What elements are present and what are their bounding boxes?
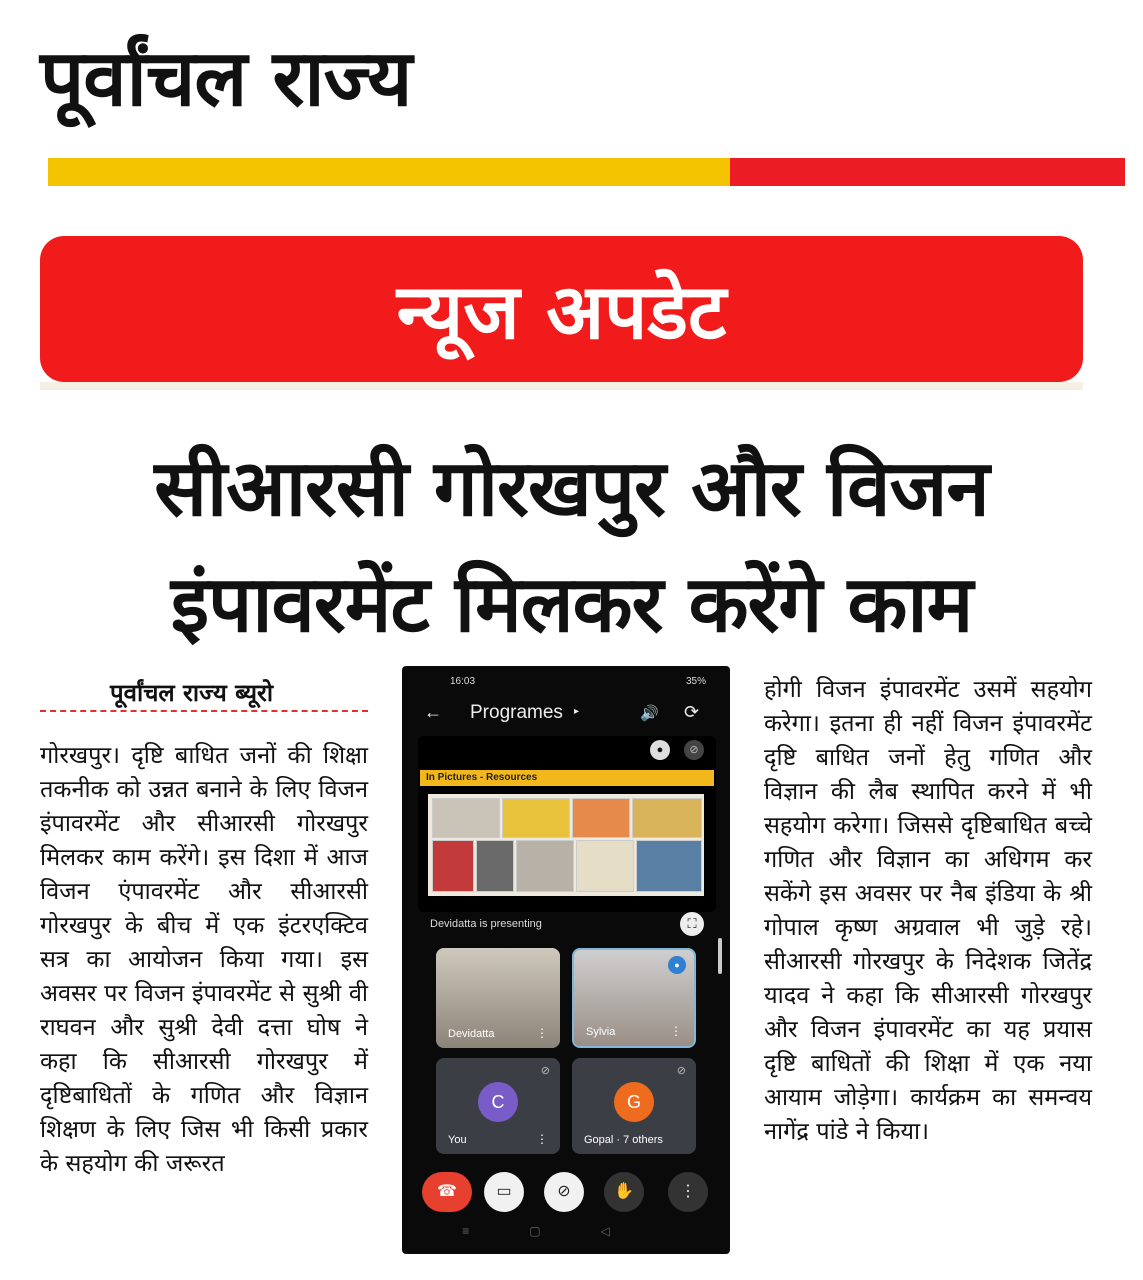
mic-off-icon: ⊘: [540, 1065, 550, 1077]
mute-icon[interactable]: ⊘: [684, 740, 704, 760]
slide-title: In Pictures - Resources: [420, 770, 714, 786]
avatar: G: [614, 1082, 654, 1122]
end-call-button[interactable]: ☎: [422, 1172, 472, 1212]
masthead-bar-yellow: [48, 158, 730, 186]
chevron-right-icon: ▸: [574, 706, 580, 717]
camera-off-button[interactable]: ▭: [484, 1172, 524, 1212]
avatar: C: [478, 1082, 518, 1122]
banner-shadow-strip: [40, 382, 1083, 390]
participant-name: Sylvia: [586, 1026, 616, 1038]
headline-line-2: इंपावरमेंट मिलकर करेंगे काम: [170, 560, 973, 650]
collage-photo: [502, 798, 570, 838]
participant-tile[interactable]: [436, 1058, 560, 1154]
presenting-label: Devidatta is presenting: [430, 918, 542, 930]
more-options-icon[interactable]: ⋮: [670, 1024, 682, 1038]
participant-tile[interactable]: [572, 1058, 696, 1154]
back-arrow-icon[interactable]: ←: [424, 702, 442, 722]
participant-tile-active[interactable]: [572, 948, 696, 1048]
status-time: 16:03: [450, 676, 476, 687]
article-text-left: गोरखपुर। दृष्टि बाधित जनों की शिक्षा तकनीक को उन्नत बनाने के लिए विजन इंपावरमेंट और सीआरसी गोरखपुर मिलकर काम करेंगे। इस दिशा में आज विजन एंपावरमेंट और सीआरसी गोरखपुर के बीच में एक इंटरएक्टिव सत्र का आयोजन किया गया। इस अवसर पर विजन इंपावरमेंट से सुश्री वी राघवन और सुश्री देवी दत्ता घोष ने कहा कि सीआरसी गोरखपुर में दृष्टिबाधितों के गणित और विज्ञान शिक्षण के लिए जिस भी किसी प्रकार के सहयोग की जरूरत: [40, 741, 368, 1177]
meeting-screenshot: [402, 666, 730, 1254]
news-update-banner: [40, 236, 1083, 382]
meeting-title[interactable]: Programes: [470, 702, 563, 723]
banner-label: न्यूज अपडेट: [396, 266, 727, 356]
participant-name: Gopal · 7 others: [584, 1134, 663, 1146]
more-options-icon[interactable]: ⋮: [536, 1132, 548, 1146]
more-button[interactable]: ⋮: [668, 1172, 708, 1212]
article-text-right: होगी विजन इंपावरमेंट उसमें सहयोग करेगा। इतना ही नहीं विजन इंपावरमेंट दृष्टि बाधित जनों हेतु गणित और विज्ञान की लैब स्थापित करने में भी सहयोग करेगा। जिससे दृष्टिबाधित बच्चे गणित और विज्ञान का अधिगम कर सकेंगे इस अवसर पर नैब इंडिया के श्री गोपाल कृष्ण अग्रवाल भी जुड़े रहे। सीआरसी गोरखपुर के निदेशक जितेंद्र यादव ने कहा कि सीआरसी गोरखपुर और विजन इंपावरमेंट का यह प्रयास दृष्टि बाधितों की शिक्षा में एक नया आयाम जोड़ेगा। कार्यक्रम का समन्वय नागेंद्र पांडे ने किया।: [764, 675, 1092, 1145]
more-options-icon[interactable]: ⋮: [536, 1026, 548, 1040]
collage-photo: [432, 840, 474, 892]
byline-divider: [40, 710, 368, 712]
collage-photo: [432, 798, 500, 838]
raise-hand-button[interactable]: ✋: [604, 1172, 644, 1212]
fullscreen-icon[interactable]: ⛶: [680, 912, 704, 936]
switch-camera-icon[interactable]: ⟳: [684, 702, 700, 722]
speaker-icon[interactable]: 🔊: [640, 705, 659, 722]
masthead-bar-red: [730, 158, 1125, 186]
masthead-title: पूर्वांचल राज्य: [40, 34, 412, 124]
mic-off-icon: ⊘: [676, 1065, 686, 1077]
collage-photo: [576, 840, 634, 892]
participant-name: Devidatta: [448, 1028, 495, 1040]
collage-photo: [572, 798, 630, 838]
speaking-icon: ●: [668, 956, 686, 974]
collage-photo: [632, 798, 702, 838]
article-column-right: [764, 672, 1092, 1148]
collage-photo: [636, 840, 702, 892]
participant-name: You: [448, 1134, 467, 1146]
article-column-left: [40, 738, 368, 1180]
mic-icon[interactable]: ●: [650, 740, 670, 760]
mic-off-button[interactable]: ⊘: [544, 1172, 584, 1212]
headline-line-1: सीआरसी गोरखपुर और विजन: [154, 444, 989, 534]
slide-collage: [428, 794, 704, 896]
scrollbar[interactable]: [718, 938, 722, 974]
participant-tile[interactable]: [436, 948, 560, 1048]
collage-photo: [516, 840, 574, 892]
status-battery: 35%: [685, 676, 706, 687]
byline: पूर्वांचल राज्य ब्यूरो: [110, 679, 274, 707]
collage-photo: [476, 840, 514, 892]
android-nav-bar: ≡▢◁: [462, 1224, 670, 1238]
